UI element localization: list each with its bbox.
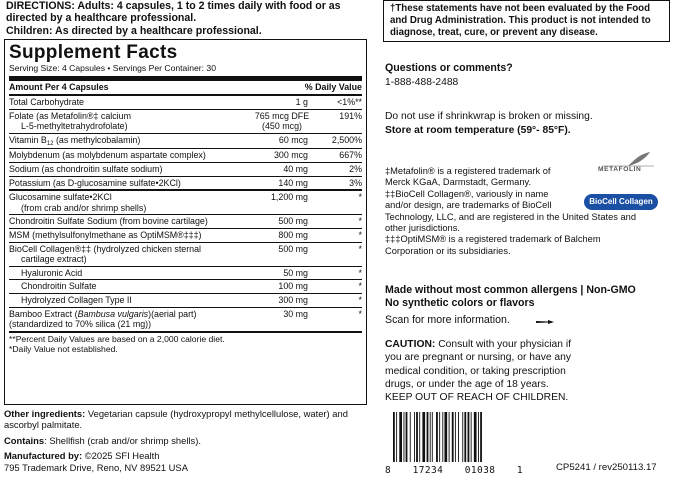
- nutrient-group-2: [9, 191, 362, 331]
- nutrient-name-line: cartilage extract): [21, 254, 87, 265]
- nutrient-name: [9, 192, 248, 213]
- nutrient-amount: 140 mg: [278, 177, 308, 188]
- allergen-line: Made without most common allergens | Non-GMO: [385, 284, 636, 296]
- table-row: [9, 229, 362, 243]
- nutrient-amount: 500 mg: [278, 216, 308, 227]
- nutrient-name: [9, 135, 248, 148]
- barcode-digit-group: 01038: [464, 465, 496, 476]
- barcode-bar: [422, 412, 425, 462]
- keep-out-of-reach: KEEP OUT OF REACH OF CHILDREN.: [385, 392, 569, 404]
- table-row: [9, 96, 362, 110]
- nutrient-name: Hydrolyzed Collagen Type II: [21, 294, 132, 305]
- footnotes: [9, 333, 362, 355]
- nutrient-name-line: Folate (as Metafolin®‡ calcium: [9, 110, 131, 121]
- barcode-bar: [399, 412, 402, 462]
- directions-line: Children: As directed by a healthcare professional.: [6, 24, 262, 37]
- allergen-statement: [385, 284, 636, 310]
- nutrient-name-part: Bamboo Extract (: [9, 308, 78, 319]
- barcode-bar: [436, 412, 438, 462]
- barcode-bar: [404, 412, 405, 462]
- barcode-bar: [478, 412, 479, 462]
- questions-heading: Questions or comments?: [385, 62, 513, 74]
- barcode-bar: [464, 412, 466, 462]
- manufacturer-label: Manufactured by:: [4, 450, 83, 462]
- nutrient-name-line: (standardized to 70% silica (21 mg)): [9, 319, 152, 330]
- other-ingredients-section: [4, 408, 367, 473]
- storage-info: [385, 110, 593, 137]
- nutrient-group-1: [9, 96, 362, 189]
- facts-header-row: [9, 81, 362, 94]
- left-column: [4, 0, 367, 355]
- table-row: [9, 149, 362, 163]
- nutrient-name: Molybdenum (as molybdenum aspartate complex): [9, 150, 206, 161]
- nutrient-name-part: )(aerial part): [148, 308, 197, 319]
- barcode-bars: [385, 412, 523, 464]
- nutrient-dv: 3%: [349, 177, 362, 188]
- nutrient-name: Chondroitin Sulfate Sodium (from bovine cartilage): [9, 216, 208, 227]
- nutrient-amount: [240, 111, 324, 132]
- nutrient-name-line: (from crab and/or shrimp shells): [21, 202, 147, 213]
- nutrient-dv: *: [358, 308, 362, 319]
- nutrient-name: MSM (methylsulfonylmethane as OptiMSM®‡‡‡): [9, 229, 202, 240]
- nutrient-dv: *: [358, 267, 362, 278]
- nutrient-amount-line: 765 mcg DFE: [254, 110, 310, 121]
- right-column: [385, 0, 675, 476]
- metafolin-logo-text: METAFOLIN: [598, 166, 642, 173]
- nutrient-amount: 300 mcg: [273, 150, 308, 161]
- table-row: [9, 280, 362, 294]
- barcode-bar: [419, 412, 420, 462]
- header-amount: Amount Per 4 Capsules: [9, 82, 109, 92]
- table-row: [9, 243, 362, 267]
- arrow-right-icon: [536, 320, 554, 324]
- nutrient-name-part: Vitamin B: [9, 134, 47, 145]
- species-name: Bambusa vulgaris: [77, 308, 149, 319]
- barcode-bar: [432, 412, 433, 462]
- nutrient-name: Chondroitin Sulfate: [21, 281, 97, 292]
- table-row: [9, 215, 362, 229]
- nutrient-dv: *: [358, 281, 362, 292]
- barcode-digits: [385, 465, 523, 476]
- nutrient-dv: 191%: [339, 110, 362, 121]
- nutrient-dv: *: [358, 229, 362, 240]
- table-row: [9, 110, 362, 134]
- directions-line: directed by a healthcare professional.: [6, 12, 197, 25]
- other-ingredients-label: Other ingredients:: [4, 408, 86, 419]
- trademark-line: other jurisdictions.: [385, 223, 460, 234]
- nutrient-name-line: BioCell Collagen®‡‡ (hydrolyzed chicken sternal: [9, 243, 202, 254]
- directions: [4, 0, 367, 37]
- nutrient-amount: 500 mg: [278, 243, 308, 254]
- fda-disclaimer: [383, 0, 670, 42]
- table-row: [9, 163, 362, 177]
- nutrient-amount: 40 mg: [283, 163, 308, 174]
- barcode-bar: [427, 412, 429, 462]
- caution-statement: [385, 338, 590, 404]
- nutrient-amount: 50 mg: [283, 267, 308, 278]
- trademark-line: Technology, LLC, and are registered in the United States and: [385, 211, 637, 222]
- nutrient-amount: 800 mg: [278, 229, 308, 240]
- table-row: [9, 294, 362, 308]
- nutrient-name: [9, 111, 240, 132]
- barcode-bar: [410, 412, 411, 462]
- storage-temperature: Store at room temperature (59°- 85°F).: [385, 124, 571, 136]
- barcode-bar: [444, 412, 447, 462]
- nutrient-name: [9, 309, 248, 330]
- trademark-line: Merck KGaA, Darmstadt, Germany.: [385, 177, 532, 188]
- other-ingredients-text: Vegetarian capsule (hydroxypropyl methylcellulose, water) and ascorbyl palmitate.: [4, 408, 348, 431]
- nutrient-amount: 30 mg: [283, 308, 308, 319]
- footnote: **Percent Daily Values are based on a 2,000 calorie diet.: [9, 333, 225, 344]
- barcode-bar: [452, 412, 454, 462]
- contains: [4, 435, 367, 446]
- trademark-line: ‡Metafolin® is a registered trademark of: [385, 166, 551, 176]
- table-row: [9, 134, 362, 150]
- table-row: [9, 177, 362, 190]
- nutrient-dv: *: [358, 216, 362, 227]
- table-row: [9, 191, 362, 215]
- footnote: *Daily Value not established.: [9, 344, 118, 355]
- phone-number: 1-888-488-2488: [385, 77, 459, 88]
- nutrient-amount: 1 g: [295, 97, 308, 107]
- facts-title: Supplement Facts: [9, 42, 178, 63]
- nutrient-amount: 300 mg: [278, 294, 308, 305]
- nutrient-dv: <1%**: [337, 97, 362, 107]
- trademark-notices: [385, 166, 675, 257]
- fda-line: †These statements have not been evaluated by the Food: [390, 3, 651, 14]
- barcode-bar: [430, 412, 431, 462]
- caution-label: CAUTION:: [385, 339, 436, 350]
- supplement-facts-panel: [4, 39, 367, 405]
- barcode-digit-group: 8: [385, 465, 392, 476]
- barcode-bar: [393, 412, 395, 462]
- barcode-bar: [396, 412, 397, 462]
- nutrient-name: Total Carbohydrate: [9, 97, 84, 107]
- nutrient-amount: 60 mcg: [278, 134, 308, 145]
- subscript: 12: [46, 140, 54, 147]
- barcode-bar: [462, 412, 463, 462]
- contains-text: : Shellfish (crab and/or shrimp shells).: [44, 434, 201, 446]
- shrinkwrap-warning: Do not use if shrinkwrap is broken or missing.: [385, 111, 593, 122]
- barcode-bar: [471, 412, 472, 462]
- manufacturer: [4, 450, 367, 461]
- nutrient-dv: 2,500%: [331, 134, 362, 145]
- barcode-bar: [414, 412, 415, 462]
- nutrient-name: Sodium (as chondroitin sulfate sodium): [9, 163, 163, 174]
- serving-size: Serving Size: 4 Capsules • Servings Per Container: 30: [9, 63, 216, 73]
- nutrient-amount-line: (450 mcg): [262, 121, 302, 132]
- barcode-bar: [474, 412, 477, 462]
- barcode-digit-group: 17234: [412, 465, 444, 476]
- directions-line: DIRECTIONS: Adults: 4 capsules, 1 to 2 times daily with food or as: [6, 0, 341, 12]
- table-row: [9, 308, 362, 331]
- barcode-bar: [468, 412, 470, 462]
- fda-line: diagnose, treat, cure, or prevent any disease.: [390, 27, 598, 39]
- trademark-line: ‡‡‡OptiMSM® is a registered trademark of Balchem: [385, 234, 601, 245]
- nutrient-amount: 100 mg: [278, 281, 308, 292]
- barcode-bar: [480, 412, 482, 462]
- barcode-bar: [449, 412, 450, 462]
- trademark-line: and/or design, are trademarks of BioCell: [385, 200, 552, 211]
- trademark-line: Corporation or its subsidiaries.: [385, 245, 511, 256]
- barcode-bar: [416, 412, 418, 462]
- barcode: [385, 412, 523, 476]
- fda-line: and Drug Administration. This product is not intended to: [390, 15, 651, 27]
- barcode-digit-group: 1: [516, 465, 523, 476]
- lot-code: CP5241 / rev250113.17: [556, 462, 657, 473]
- barcode-bar: [455, 412, 456, 462]
- nutrient-name-part: (as methylcobalamin): [53, 134, 141, 145]
- biocell-collagen-logo: BioCell Collagen: [584, 194, 658, 210]
- nutrient-name: [9, 244, 248, 265]
- barcode-bar: [458, 412, 459, 462]
- header-dv: % Daily Value: [304, 82, 362, 92]
- nutrient-dv: *: [358, 294, 362, 305]
- nutrient-name: Potassium (as D-glucosamine sulfate•2KCl): [9, 177, 181, 188]
- contains-label: Contains: [4, 434, 45, 446]
- nutrient-name: Hyaluronic Acid: [21, 267, 83, 278]
- allergen-line: No synthetic colors or flavors: [385, 297, 535, 309]
- manufacturer-text: ©2025 SFI Health: [82, 450, 160, 462]
- nutrient-amount: 1,200 mg: [270, 192, 308, 203]
- table-row: [9, 267, 362, 281]
- trademark-line: ‡‡BioCell Collagen®, variously in name: [385, 188, 549, 199]
- nutrient-name-line: Glucosamine sulfate•2KCl: [9, 192, 112, 203]
- nutrient-dv: *: [358, 243, 362, 254]
- metafolin-logo: [598, 150, 658, 178]
- nutrient-dv: *: [358, 192, 362, 203]
- scan-prompt: Scan for more information.: [385, 314, 510, 326]
- caution-text: Consult with your physician if you are pregnant or nursing, or have any medical condition, or taking prescription drugs, or under the age of 18 years.: [385, 339, 572, 390]
- barcode-bar: [439, 412, 440, 462]
- nutrient-dv: 2%: [349, 163, 362, 174]
- barcode-bar: [406, 412, 408, 462]
- nutrient-dv: 667%: [339, 150, 362, 161]
- nutrient-name-line: L-5-methyltetrahydrofolate): [21, 121, 128, 132]
- other-ingredients: [4, 408, 367, 431]
- barcode-bar: [442, 412, 443, 462]
- manufacturer-address: 795 Trademark Drive, Reno, NV 89521 USA: [4, 461, 188, 473]
